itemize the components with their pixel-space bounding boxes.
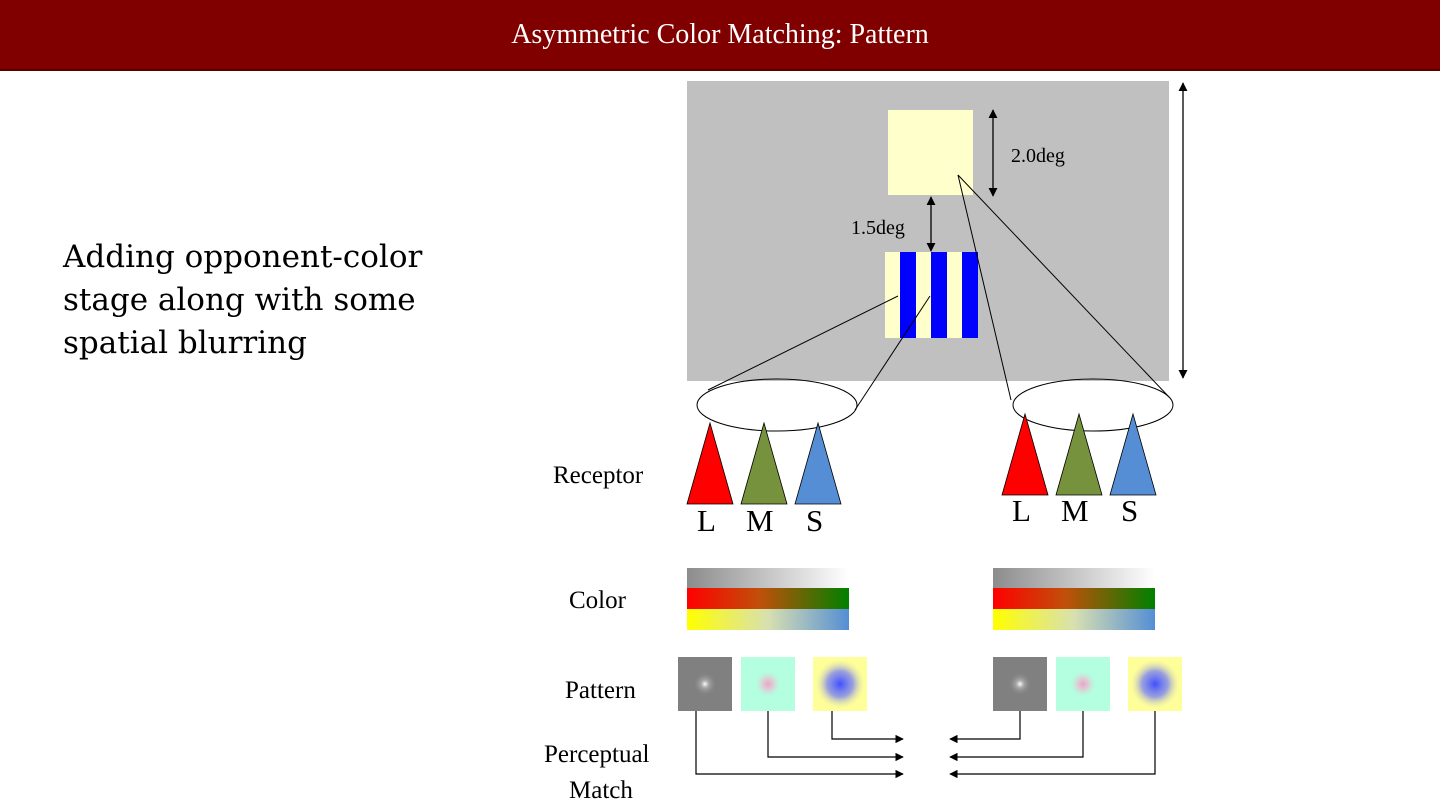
pattern-achromatic-left	[678, 657, 732, 711]
pattern-achromatic-right	[993, 657, 1047, 711]
gap-label: 1.5deg	[851, 217, 905, 239]
cone-label-l: L	[697, 503, 716, 538]
opponent-bars-right	[993, 568, 1155, 630]
cone-l-left	[687, 423, 733, 504]
pattern-label: Pattern	[565, 677, 636, 704]
cone-label-s: S	[806, 503, 824, 538]
receptor-label: Receptor	[553, 462, 644, 489]
color-label: Color	[569, 587, 626, 614]
match-arrow-yb-left	[832, 711, 903, 739]
match-arrow-yb-right	[950, 711, 1155, 774]
match-label-line2: Match	[569, 777, 633, 804]
opponent-bars-left	[687, 568, 849, 630]
receptive-field-left	[697, 379, 857, 431]
lead-text: Adding opponent-color stage along with some spatial blurring	[63, 239, 423, 361]
target-size-label: 2.0deg	[1011, 145, 1065, 167]
pattern-red-green-left	[741, 657, 795, 711]
match-arrow-rg-right	[950, 711, 1083, 757]
cone-s-left	[795, 423, 841, 504]
cone-label-l: L	[1012, 493, 1031, 528]
cone-m-left	[741, 423, 787, 504]
cone-l-right	[1002, 414, 1048, 495]
match-arrow-ach-right	[950, 711, 1020, 739]
cone-label-s: S	[1121, 493, 1139, 528]
cone-m-right	[1056, 414, 1102, 495]
target-square	[888, 110, 973, 195]
cone-s-right	[1110, 414, 1156, 495]
pattern-red-green-right	[1056, 657, 1110, 711]
match-label-line1: Perceptual	[544, 741, 650, 768]
cone-label-m: M	[746, 503, 774, 538]
pattern-yellow-blue-left	[813, 657, 867, 711]
match-arrow-ach-left	[696, 711, 903, 774]
pattern-yellow-blue-right	[1128, 657, 1182, 711]
cone-label-m: M	[1061, 493, 1089, 528]
striped-pattern	[885, 252, 978, 338]
page-title: Asymmetric Color Matching: Pattern	[511, 18, 929, 50]
receptive-field-right	[1013, 379, 1173, 431]
match-arrow-rg-left	[768, 711, 903, 757]
